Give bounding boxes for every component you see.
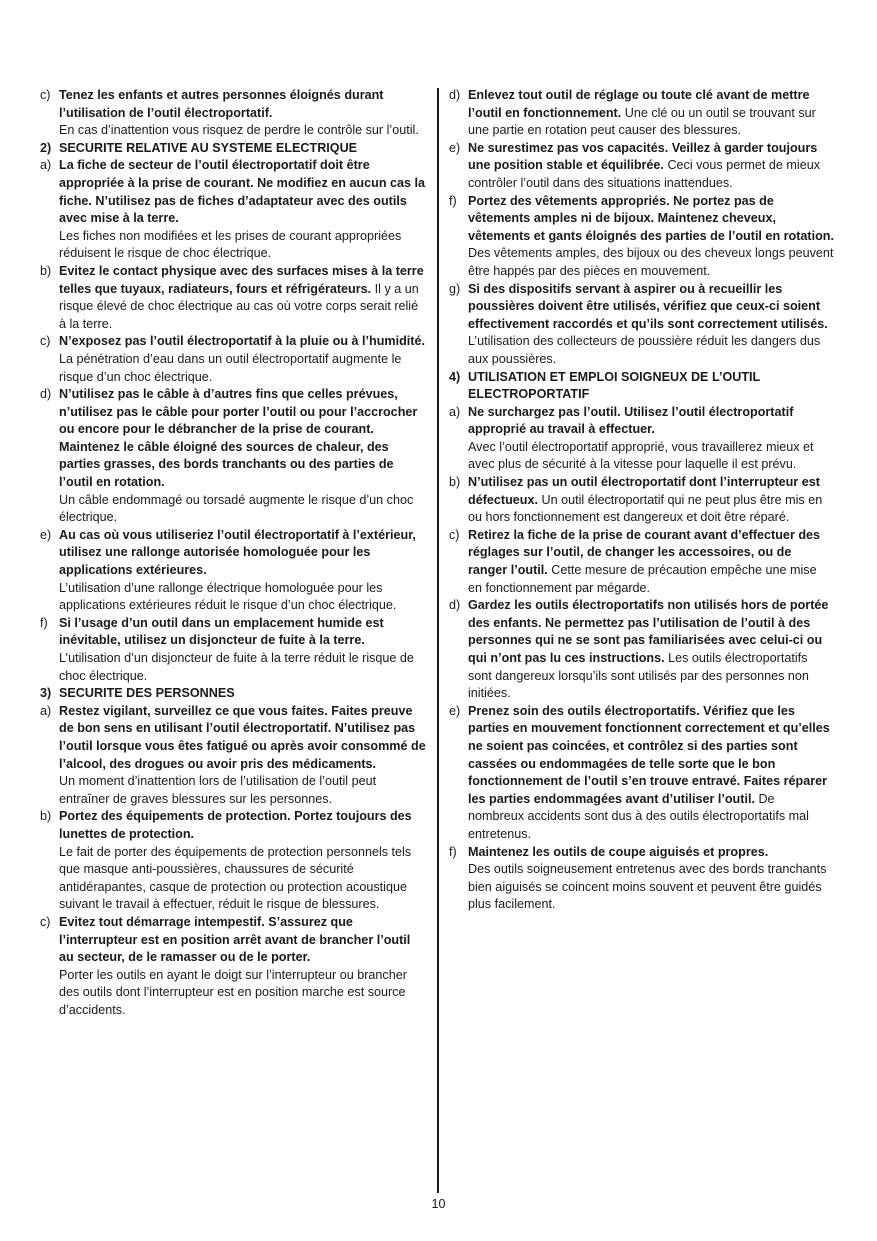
item-explanation: Des outils soigneusement entretenus avec des bords tranchants bien aiguisés se coincent moins souvent et peuvent être guidés plus facilement. — [468, 862, 827, 912]
item-instruction: Tenez les enfants et autres personnes éloignés durant l’utilisation de l’outil électroportatif. — [59, 88, 384, 120]
item-explanation: Porter les outils en ayant le doigt sur l’interrupteur ou brancher des outils dont l’interrupteur est en position marche est source d’accidents. — [59, 967, 407, 1017]
item-label: b) — [40, 809, 52, 824]
page-number: 10 — [431, 1197, 446, 1211]
list-item — [449, 281, 834, 369]
item-explanation: Une clé ou un outil se trouvant sur une partie en rotation peut causer des blessures. — [468, 105, 816, 138]
item-label: 3) — [40, 686, 52, 701]
item-instruction: Evitez tout démarrage intempestif. S’assurez que l’interrupteur est en position arrêt avant de brancher l’outil au secteur, de le ramasser ou de le porter. — [59, 914, 411, 965]
section-heading — [40, 685, 426, 703]
item-explanation: Des vêtements amples, des bijoux ou des cheveux longs peuvent être happés par des pièces en mouvement. — [468, 246, 834, 278]
item-instruction: Portez des équipements de protection. Portez toujours des lunettes de protection. — [59, 809, 412, 841]
item-label: d) — [449, 88, 461, 102]
list-item — [40, 87, 426, 140]
list-item — [449, 140, 834, 193]
item-label: a) — [40, 158, 52, 173]
item-label: c) — [40, 334, 51, 349]
item-instruction: Gardez les outils électroportatifs non utilisés hors de portée des enfants. Ne permettez pas l’utilisation de l’outil à des personnes qui ne se sont pas familiarisées avec celui-ci ou qui n’ont pas lu ces instructions. — [468, 598, 829, 665]
section-title: SECURITE RELATIVE AU SYSTEME ELECTRIQUE — [59, 140, 358, 155]
list-item — [449, 87, 834, 140]
item-label: 2) — [40, 140, 52, 155]
item-label: d) — [40, 387, 52, 402]
item-label: f) — [40, 615, 48, 630]
item-instruction: Prenez soin des outils électroportatifs. Vérifiez que les parties en mouvement fonctionnent correctement et qu’elles ne soient pas coincées, et contrôlez si des parties sont cassées ou endommagées de telle sorte que le bon fonctionnement de l’outil s’en trouve entravé. Faites réparer les parties endommagées avant d’utiliser l’outil. — [468, 703, 830, 806]
item-explanation: L’utilisation des collecteurs de poussière réduit les dangers dus aux poussières. — [468, 334, 821, 366]
item-label: b) — [449, 475, 461, 490]
item-explanation: Un moment d’inattention lors de l’utilisation de l’outil peut entraîner de graves blessures sur les personnes. — [59, 774, 377, 806]
list-item — [40, 808, 426, 914]
item-explanation: L’utilisation d’un disjoncteur de fuite à la terre réduit le risque de choc électrique. — [59, 651, 414, 683]
item-explanation: Il y a un risque élevé de choc électrique au cas où votre corps serait relié à la terre. — [59, 281, 419, 331]
list-item — [449, 193, 834, 281]
list-item — [449, 844, 834, 914]
item-explanation: Un câble endommagé ou torsadé augmente le risque d’un choc électrique. — [59, 492, 414, 525]
list-item — [40, 386, 426, 527]
item-instruction: N’exposez pas l’outil électroportatif à la pluie ou à l’humidité. — [59, 334, 425, 349]
item-instruction: La fiche de secteur de l’outil électroportatif doit être appropriée à la prise de courant. Ne modifiez en aucun cas la fiche. N’utilisez pas de fiches d’adaptateur avec des outils avec mise à la terre. — [59, 158, 426, 226]
list-item — [40, 615, 426, 685]
item-label: 4) — [449, 369, 461, 384]
item-instruction: Ne surestimez pas vos capacités. Veillez à garder toujours une position stable et équilibrée. — [468, 140, 818, 173]
list-item — [40, 157, 426, 263]
section-title: SECURITE DES PERSONNES — [59, 686, 235, 701]
list-item — [449, 527, 834, 597]
item-instruction: Si l’usage d’un outil dans un emplacement humide est inévitable, utilisez un disjoncteur de fuite à la terre. — [59, 615, 384, 648]
item-label: c) — [40, 914, 51, 929]
item-label: f) — [449, 193, 457, 208]
list-item — [40, 527, 426, 615]
section-heading — [449, 369, 834, 404]
item-label: a) — [449, 404, 461, 419]
item-explanation: En cas d’inattention vous risquez de perdre le contrôle sur l’outil. — [59, 123, 419, 138]
list-item — [40, 703, 426, 809]
item-explanation: L’utilisation d’une rallonge électrique homologuée pour les applications extérieures réduit le risque d’un choc électrique. — [59, 580, 397, 613]
list-item — [40, 333, 426, 386]
item-label: b) — [40, 263, 52, 278]
list-item — [449, 597, 834, 703]
item-instruction: Restez vigilant, surveillez ce que vous faites. Faites preuve de bon sens en utilisant l’outil électroportatif. N’utilisez pas l’outil lorsque vous êtes fatigué ou après avoir consommé de l’alcool, des drogues ou avoir pris des médicaments. — [59, 703, 426, 771]
list-item — [449, 703, 834, 844]
item-explanation: La pénétration d’eau dans un outil électroportatif augmente le risque d’un choc électrique. — [59, 351, 402, 384]
item-instruction: Au cas où vous utiliseriez l’outil électroportatif à l’extérieur, utilisez une rallonge autorisée homologuée pour les applications extérieures. — [59, 527, 416, 578]
item-label: c) — [40, 88, 51, 102]
item-explanation: Les fiches non modifiées et les prises de courant appropriées réduisent le risque de choc électrique. — [59, 228, 402, 261]
item-instruction: Ne surchargez pas l’outil. Utilisez l’outil électroportatif approprié au travail à effectuer. — [468, 404, 794, 437]
item-instruction: Enlevez tout outil de réglage ou toute clé avant de mettre l’outil en fonctionnement. — [468, 88, 810, 120]
item-instruction: Si des dispositifs servant à aspirer ou à recueillir les poussières doivent être utilisés, vérifiez que ceux-ci soient effectivement raccordés et qu’ils sont correctement utilisés. — [468, 281, 828, 331]
section-title: UTILISATION ET EMPLOI SOIGNEUX DE L’OUTIL ELECTROPORTATIF — [468, 369, 761, 402]
item-label: g) — [449, 281, 461, 296]
right-column — [449, 87, 834, 914]
list-item — [449, 474, 834, 527]
list-item — [40, 914, 426, 1020]
item-explanation: Le fait de porter des équipements de protection personnels tels que masque anti-poussières, chaussures de sécurité antidérapantes, casque de protection ou protection acoustique suivant le travail à effectuer, réduit le risque de blessures. — [59, 844, 412, 912]
column-divider — [437, 88, 439, 1193]
item-label: c) — [449, 527, 460, 542]
item-explanation: Un outil électroportatif qui ne peut plus être mis en ou hors fonctionnement est dangereux et doit être réparé. — [468, 492, 823, 525]
item-explanation: Cette mesure de précaution empêche une mise en fonctionnement par mégarde. — [468, 563, 817, 595]
item-explanation: Avec l’outil électroportatif approprié, vous travaillerez mieux et avec plus de sécurité à la vitesse pour laquelle il est prévu. — [468, 439, 814, 472]
left-column — [40, 87, 426, 1019]
section-heading — [40, 140, 426, 158]
item-explanation: De nombreux accidents sont dus à des outils électroportatifs mal entretenus. — [468, 791, 809, 841]
item-explanation: Les outils électroportatifs sont dangereux lorsqu’ils sont utilisés par des personnes non initiées. — [468, 651, 809, 701]
item-explanation: Ceci vous permet de mieux contrôler l’outil dans des situations inattendues. — [468, 158, 821, 190]
item-label: e) — [40, 527, 52, 542]
list-item — [40, 263, 426, 333]
item-instruction: Evitez le contact physique avec des surfaces mises à la terre telles que tuyaux, radiateurs, fours et réfrigérateurs. — [59, 263, 424, 296]
item-instruction: N’utilisez pas un outil électroportatif dont l’interrupteur est défectueux. — [468, 475, 820, 507]
item-label: e) — [449, 703, 461, 718]
item-label: a) — [40, 703, 52, 718]
item-instruction: Retirez la fiche de la prise de courant avant d’effectuer des réglages sur l’outil, de changer les accessoires, ou de ranger l’outil. — [468, 527, 821, 578]
item-instruction: Portez des vêtements appropriés. Ne portez pas de vêtements amples ni de bijoux. Maintenez cheveux, vêtements et gants éloignés des parties de l’outil en rotation. — [468, 193, 834, 243]
list-item — [449, 404, 834, 474]
item-label: f) — [449, 844, 457, 859]
item-instruction: Maintenez les outils de coupe aiguisés et propres. — [468, 844, 769, 859]
item-label: d) — [449, 598, 461, 613]
item-instruction: N’utilisez pas le câble à d’autres fins que celles prévues, n’utilisez pas le câble pour porter l’outil ou pour l’accrocher ou encore pour le débrancher de la prise de courant. Maintenez le câble éloigné des sources de chaleur, des parties grasses, des bords tranchants ou des parties de l’outil en rotation. — [59, 387, 418, 490]
item-label: e) — [449, 140, 461, 155]
